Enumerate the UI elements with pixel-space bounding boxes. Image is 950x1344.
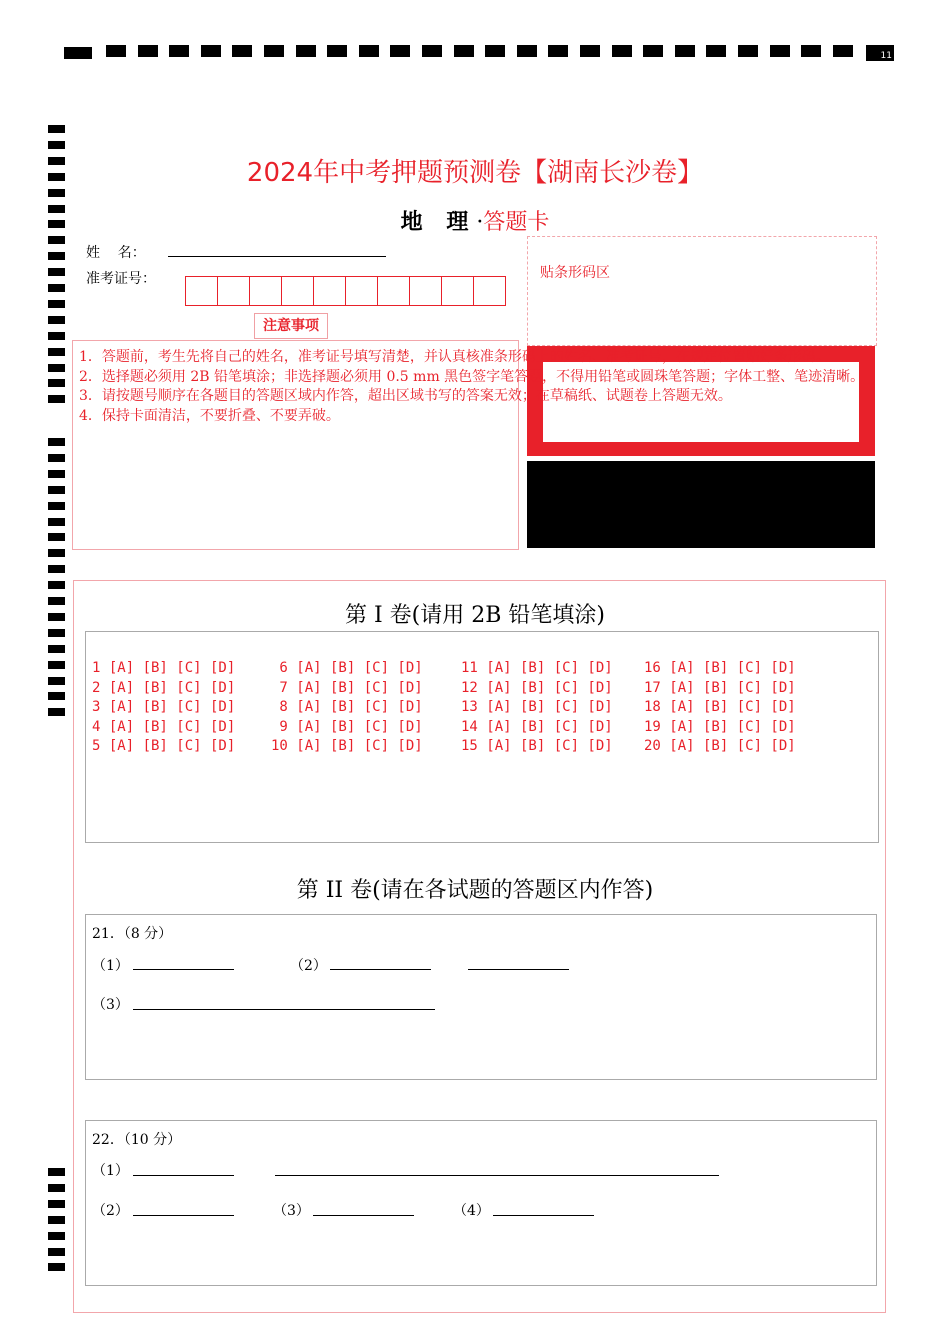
q22-part3-label: （3） [273,1203,310,1219]
timing-mark [201,45,221,57]
question-22-header: 22．（10 分） [92,1132,182,1148]
q21-part2-label: （2） [290,958,327,974]
q21-part3-blank[interactable] [133,1009,435,1010]
id-digit-box[interactable] [217,276,249,306]
notice-item: 4．保持卡面清洁，不要折叠、不要弄破。 [79,408,340,424]
timing-mark [48,438,65,446]
barcode-label: 贴条形码区 [540,265,610,281]
timing-mark [48,1263,65,1271]
multiple-choice-box [85,631,879,843]
timing-mark [48,141,65,149]
timing-mark [390,45,410,57]
id-digit-box[interactable] [249,276,281,306]
mc-row[interactable]: 3 [A] [B] [C] [D] [92,699,236,715]
mc-row[interactable]: 1 [A] [B] [C] [D] [92,660,236,676]
timing-mark [48,1200,65,1208]
timing-mark [48,189,65,197]
timing-mark [48,1216,65,1224]
timing-mark [169,45,189,57]
timing-mark [48,533,65,541]
mc-row[interactable]: 8 [A] [B] [C] [D] [271,699,423,715]
redacted-block [527,461,875,548]
timing-mark [48,125,65,133]
mc-column [92,659,235,757]
timing-mark [833,45,853,57]
timing-mark [48,316,65,324]
q21-part3-label: （3） [92,997,129,1013]
q21-part1-blank[interactable] [133,969,234,970]
timing-mark [48,677,65,685]
mc-row[interactable]: 19 [A] [B] [C] [D] [644,718,796,735]
timing-mark [48,708,65,716]
timing-mark [48,645,65,653]
mc-row[interactable]: 6 [A] [B] [C] [D] [271,660,423,676]
timing-mark [64,47,92,59]
timing-mark [327,45,347,57]
timing-mark [48,454,65,462]
timing-marks-top [64,45,894,61]
mc-row[interactable]: 10 [A] [B] [C] [D] [271,738,423,754]
name-field[interactable] [168,256,386,257]
timing-mark [48,284,65,292]
timing-mark [548,45,568,57]
mc-row[interactable]: 7 [A] [B] [C] [D] [271,679,423,696]
timing-mark [48,581,65,589]
q22-part4-label: （4） [453,1203,490,1219]
q22-part1-blank[interactable] [133,1175,234,1176]
timing-mark [48,470,65,478]
barcode-area [527,236,877,346]
subject-name: 地 理 [400,209,477,235]
timing-mark [422,45,442,57]
notice-item: 1．答题前，考生先将自己的姓名，准考证号填写清楚，并认真核准条形码上的姓名、准考证号，在规定位置贴好条形码。 [79,349,830,365]
timing-marks-left [48,0,66,1344]
id-digit-box[interactable] [473,276,506,306]
timing-mark [106,45,126,57]
q21-part2-blank-b[interactable] [468,969,569,970]
timing-mark [359,45,379,57]
mc-row[interactable]: 13 [A] [B] [C] [D] [461,699,613,715]
timing-mark [48,502,65,510]
timing-mark [48,364,65,372]
id-digit-box[interactable] [345,276,377,306]
exam-id-label: 准考证号： [86,271,156,287]
q22-part4-blank[interactable] [493,1215,594,1216]
timing-mark [48,629,65,637]
section2-title: 第 II 卷(请在各试题的答题区内作答) [296,878,654,903]
timing-mark [48,1168,65,1176]
timing-mark [48,486,65,494]
mc-row[interactable]: 16 [A] [B] [C] [D] [644,660,796,676]
timing-mark [48,332,65,340]
mc-row[interactable]: 5 [A] [B] [C] [D] [92,738,236,754]
section1-title: 第 I 卷(请用 2B 铅笔填涂) [345,603,605,628]
notice-tag: 注意事项 [254,313,328,339]
timing-mark [48,1232,65,1240]
question-21-header: 21．（8 分） [92,926,173,942]
exam-title: 2024年中考押题预测卷【湖南长沙卷】 [246,158,704,188]
mc-row[interactable]: 2 [A] [B] [C] [D] [92,679,236,696]
q22-part1-blank-b[interactable] [275,1175,719,1176]
mc-row[interactable]: 17 [A] [B] [C] [D] [644,679,796,696]
timing-mark [232,45,252,57]
timing-mark [48,565,65,573]
timing-mark [485,45,505,57]
timing-mark [138,45,158,57]
timing-mark [48,300,65,308]
q22-part2-label: （2） [92,1203,129,1219]
id-digit-box[interactable] [185,276,217,306]
timing-mark [48,692,65,700]
answer-card-label: 答题卡 [483,210,550,235]
timing-mark [264,45,284,57]
timing-mark [296,45,316,57]
q21-part1-label: （1） [92,958,129,974]
mc-row[interactable]: 11 [A] [B] [C] [D] [461,660,613,676]
id-digit-box[interactable] [441,276,473,306]
mc-column [461,659,613,757]
timing-mark [738,45,758,57]
mc-column [644,659,796,757]
timing-mark [48,252,65,260]
mc-row[interactable]: 12 [A] [B] [C] [D] [461,679,613,696]
mc-row[interactable]: 9 [A] [B] [C] [D] [271,718,423,735]
timing-mark [48,518,65,526]
page-number: 11 [866,45,894,61]
timing-mark [48,1184,65,1192]
exam-id-boxes[interactable] [185,276,506,306]
id-digit-box[interactable] [377,276,409,306]
timing-mark [454,45,474,57]
notice-item: 2．选择题必须用 2B 铅笔填涂；非选择题必须用 0.5 mm 黑色签字笔答题，不得用铅笔或圆珠笔答题；字体工整、笔迹清晰。 [79,369,865,385]
timing-mark [770,45,790,57]
q22-part3-blank[interactable] [313,1215,414,1216]
timing-mark [706,45,726,57]
timing-mark [48,348,65,356]
mc-row[interactable]: 4 [A] [B] [C] [D] [92,718,236,735]
timing-mark [801,45,821,57]
timing-mark [48,661,65,669]
timing-mark [48,268,65,276]
timing-mark [675,45,695,57]
timing-mark [517,45,537,57]
question-21-box[interactable] [85,914,877,1080]
timing-mark [612,45,632,57]
timing-mark [48,379,65,387]
timing-mark [48,236,65,244]
q22-part2-blank[interactable] [133,1215,234,1216]
timing-mark [580,45,600,57]
name-label: 姓 名： [86,245,146,261]
mc-row[interactable]: 15 [A] [B] [C] [D] [461,738,613,754]
mc-row[interactable]: 14 [A] [B] [C] [D] [461,718,613,735]
timing-mark [643,45,663,57]
notice-item: 3．请按题号顺序在各题目的答题区域内作答，超出区域书写的答案无效；在草稿纸、试题卷上答题无效。 [79,388,732,404]
id-digit-box[interactable] [313,276,345,306]
id-digit-box[interactable] [409,276,441,306]
mc-column [271,659,423,757]
id-digit-box[interactable] [281,276,313,306]
subtitle-separator: · [476,210,484,235]
mc-row[interactable]: 20 [A] [B] [C] [D] [644,738,796,754]
q21-part2-blank[interactable] [330,969,431,970]
mc-row[interactable]: 18 [A] [B] [C] [D] [644,699,796,715]
timing-mark [48,395,65,403]
timing-mark [48,549,65,557]
card-subtitle [0,205,950,236]
q22-part1-label: （1） [92,1163,129,1179]
timing-mark [48,1248,65,1256]
